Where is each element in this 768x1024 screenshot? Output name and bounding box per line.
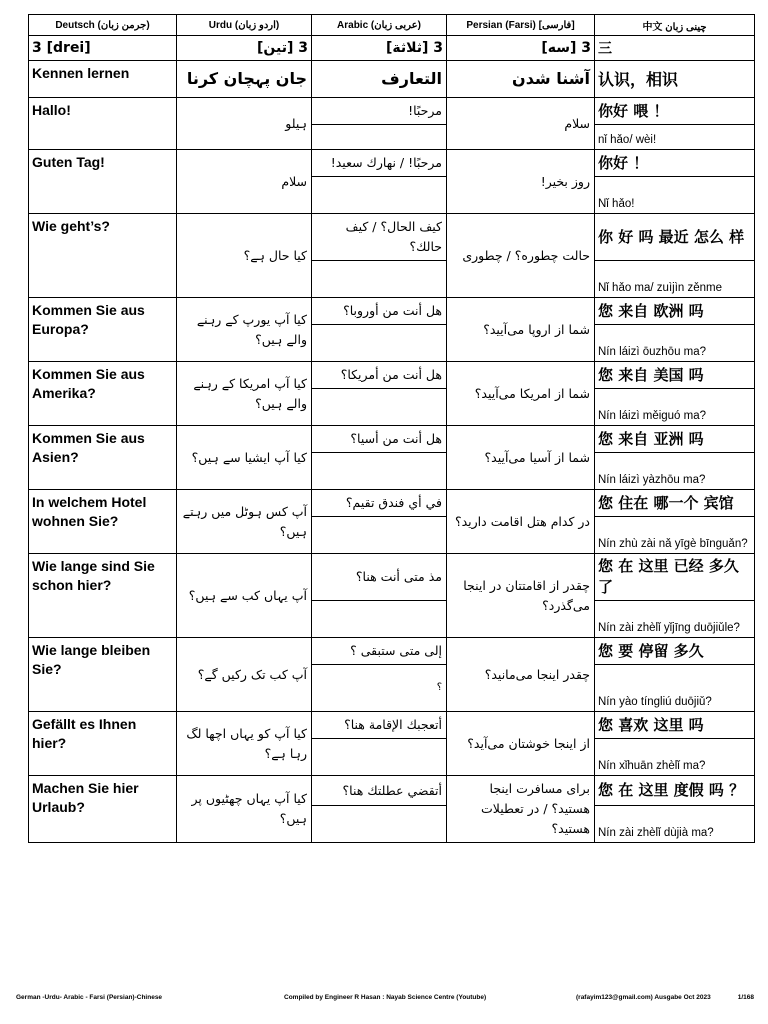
arabic-note (312, 261, 447, 298)
pinyin-transcription: Nín zài zhèlǐ yǐjīng duōjiǔle? (595, 601, 755, 638)
phrase-row (29, 298, 755, 325)
chinese-phrase: 你 好 吗 最近 怎么 样 (595, 214, 755, 261)
urdu-phrase: کیا آپ امریکا کے رہنے والے ہیں؟ (177, 362, 312, 426)
urdu-phrase: جان پہچان کرنا (177, 61, 312, 98)
persian-phrase: شما از امریکا می‌آیید؟ (447, 362, 595, 426)
header-chinese: 中文 چینی زبان (595, 15, 755, 36)
urdu-phrase: کیا آپ ایشیا سے ہیں؟ (177, 426, 312, 490)
header-arabic: Arabic (عربی زبان) (312, 15, 447, 36)
pinyin-transcription: Nín xǐhuān zhèlǐ ma? (595, 739, 755, 776)
pinyin-transcription: Nín láizì ōuzhōu ma? (595, 325, 755, 362)
arabic-phrase: كيف الحال؟ / كيف حالك؟ (312, 214, 447, 261)
lesson-number-persian: 3 [سه] (447, 36, 595, 61)
pinyin-transcription: Nín láizì yàzhōu ma? (595, 453, 755, 490)
lesson-number-row (29, 36, 755, 61)
page-footer (16, 994, 756, 1008)
arabic-phrase: أتقضي عطلتك هنا؟ (312, 776, 447, 806)
chinese-phrase: 您 来自 亚洲 吗 (595, 426, 755, 453)
german-phrase: Guten Tag! (29, 150, 177, 214)
pinyin-transcription: Nín láizì měiguó ma? (595, 389, 755, 426)
footer-page-number: 1/168 (737, 994, 754, 1001)
urdu-phrase: آپ کب تک رکیں گے؟ (177, 638, 312, 712)
arabic-phrase: مرحبًا! (312, 98, 447, 125)
chinese-phrase: 您 来自 美国 吗 (595, 362, 755, 389)
arabic-phrase: هل أنت من أمريكا؟ (312, 362, 447, 389)
persian-phrase: حالت چطوره؟ / چطوری (447, 214, 595, 298)
persian-phrase: چقدر اینجا می‌مانید؟ (447, 638, 595, 712)
persian-phrase: سلام (447, 98, 595, 150)
lesson-number-german: 3 [drei] (29, 36, 177, 61)
header-urdu: Urdu (اردو زبان) (177, 15, 312, 36)
arabic-phrase: هل أنت من أسيا؟ (312, 426, 447, 453)
persian-phrase: روز بخیر! (447, 150, 595, 214)
arabic-phrase: إلى متى ستبقى ؟ (312, 638, 447, 665)
arabic-phrase: في أي فندق تقيم؟ (312, 490, 447, 517)
arabic-note (312, 739, 447, 776)
arabic-note (312, 601, 447, 638)
arabic-phrase: أتعجبك الإقامة هنا؟ (312, 712, 447, 739)
persian-phrase: برای مسافرت اینجا هستید؟ / در تعطیلات هستید؟ (447, 776, 595, 843)
phrase-row (29, 426, 755, 453)
german-phrase: Wie geht’s? (29, 214, 177, 298)
lesson-number-urdu: 3 [تین] (177, 36, 312, 61)
urdu-phrase: کیا آپ یہاں چھٹیوں پر ہیں؟ (177, 776, 312, 843)
arabic-note: ؟ (312, 665, 447, 712)
persian-phrase: شما از آسیا می‌آیید؟ (447, 426, 595, 490)
urdu-phrase: ہیلو (177, 98, 312, 150)
header-persian: Persian (Farsi) [فارسی] (447, 15, 595, 36)
persian-phrase: آشنا شدن (447, 61, 595, 98)
chinese-phrase: 您 在 这里 度假 吗 ？ (595, 776, 755, 806)
phrase-row (29, 150, 755, 177)
phrase-row (29, 98, 755, 125)
arabic-phrase: مذ متى أنت هنا؟ (312, 554, 447, 601)
arabic-note (312, 806, 447, 843)
pinyin-transcription: Nín zài zhèlǐ dùjià ma? (595, 806, 755, 843)
phrase-table (28, 14, 755, 843)
chinese-phrase: 您 在 这里 已经 多久 了 (595, 554, 755, 601)
urdu-phrase: آپ کس ہوٹل میں رہتے ہیں؟ (177, 490, 312, 554)
german-phrase: Wie lange sind Sie schon hier? (29, 554, 177, 638)
german-phrase: Kommen Sie aus Asien? (29, 426, 177, 490)
footer-contact: (rafayim123@gmail.com) Ausgabe Oct 2023 (576, 994, 711, 1001)
header-german: Deutsch (جرمن زبان) (29, 15, 177, 36)
lesson-number-arabic: 3 [ثلاثة] (312, 36, 447, 61)
arabic-note (312, 325, 447, 362)
german-phrase: Wie lange bleiben Sie? (29, 638, 177, 712)
arabic-phrase: مرحبًا! / نهارك سعيد! (312, 150, 447, 177)
arabic-phrase: هل أنت من أوروبا؟ (312, 298, 447, 325)
chinese-phrase: 您 住在 哪一个 宾馆 (595, 490, 755, 517)
persian-phrase: در کدام هتل اقامت دارید؟ (447, 490, 595, 554)
phrase-row (29, 362, 755, 389)
phrase-row (29, 554, 755, 601)
phrase-row (29, 61, 755, 98)
chinese-phrase: 您 要 停留 多久 (595, 638, 755, 665)
persian-phrase: شما از اروپا می‌آیید؟ (447, 298, 595, 362)
phrase-row (29, 638, 755, 665)
urdu-phrase: کیا آپ یورپ کے رہنے والے ہیں؟ (177, 298, 312, 362)
urdu-phrase: آپ یہاں کب سے ہیں؟ (177, 554, 312, 638)
chinese-phrase: 您 来自 欧洲 吗 (595, 298, 755, 325)
urdu-phrase: کیا آپ کو یہاں اچھا لگ رہا ہے؟ (177, 712, 312, 776)
pinyin-transcription: nǐ hǎo/ wèi! (595, 125, 755, 150)
chinese-phrase: 你好 ！ (595, 150, 755, 177)
arabic-note (312, 177, 447, 214)
lesson-number-chinese: 三 (595, 36, 755, 61)
german-phrase: Kommen Sie aus Europa? (29, 298, 177, 362)
footer-compiler: Compiled by Engineer R Hasan : Nayab Science Centre (Youtube) (284, 994, 487, 1001)
arabic-phrase: التعارف (312, 61, 447, 98)
arabic-note (312, 453, 447, 490)
phrasebook-page (28, 14, 754, 843)
german-phrase: Kennen lernen (29, 61, 177, 98)
pinyin-transcription: Nín yào tíngliú duōjiǔ? (595, 665, 755, 712)
pinyin-transcription: Nǐ hǎo! (595, 177, 755, 214)
german-phrase: In welchem Hotel wohnen Sie? (29, 490, 177, 554)
german-phrase: Machen Sie hier Urlaub? (29, 776, 177, 843)
phrase-row (29, 490, 755, 517)
chinese-phrase: 认识，相识 (595, 61, 755, 98)
urdu-phrase: کیا حال ہے؟ (177, 214, 312, 298)
chinese-phrase: 你好 喂 ！ (595, 98, 755, 125)
footer-languages: German -Urdu- Arabic - Farsi (Persian)-Chinese (16, 994, 163, 1001)
german-phrase: Kommen Sie aus Amerika? (29, 362, 177, 426)
pinyin-transcription: Nín zhù zài nǎ yīgè bīnguǎn? (595, 517, 755, 554)
pinyin-transcription: Nǐ hǎo ma/ zuìjìn zěnme (595, 261, 755, 298)
phrase-row (29, 776, 755, 806)
arabic-note (312, 125, 447, 150)
german-phrase: Hallo! (29, 98, 177, 150)
phrase-row (29, 214, 755, 261)
phrase-row (29, 712, 755, 739)
chinese-phrase: 您 喜欢 这里 吗 (595, 712, 755, 739)
german-phrase: Gefällt es Ihnen hier? (29, 712, 177, 776)
arabic-note (312, 517, 447, 554)
persian-phrase: چقدر از اقامتتان در اینجا می‌گذرد؟ (447, 554, 595, 638)
urdu-phrase: سلام (177, 150, 312, 214)
persian-phrase: از اینجا خوشتان می‌آید؟ (447, 712, 595, 776)
arabic-note (312, 389, 447, 426)
header-row (29, 15, 755, 36)
